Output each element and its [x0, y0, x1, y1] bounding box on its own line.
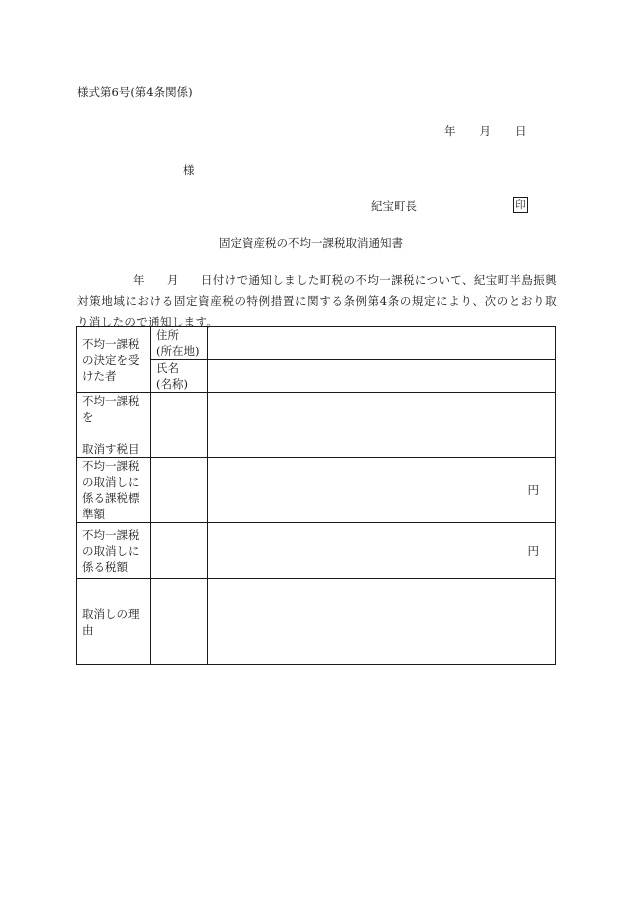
name-field[interactable]: [208, 360, 556, 393]
name-note: (名称): [156, 377, 188, 391]
date-year: 年: [444, 124, 456, 138]
notice-table: [76, 326, 556, 665]
standard-label: 不均一課税の取消しに係る課税標準額: [77, 458, 151, 523]
table-row: [77, 327, 556, 360]
tax-amount-unit: 円: [527, 543, 539, 558]
body-paragraph: [77, 270, 557, 333]
issuer: 紀宝町長: [371, 199, 417, 213]
standard-unit: 円: [527, 483, 539, 497]
tax-item-label-line2: 取消す税目: [82, 442, 140, 456]
subject-label: 不均一課税の決定を受けた者: [77, 327, 151, 393]
address-label-cell: [151, 327, 208, 360]
tax-amount-sub-field[interactable]: [151, 523, 208, 579]
seal-mark: 印: [513, 197, 528, 213]
table-row: [77, 579, 556, 665]
document-title: 固定資産税の不均一課税取消通知書: [219, 236, 403, 250]
table-row: [77, 393, 556, 458]
body-text: 日付けで通知しました町税の不均一課税について、紀宝町半島振興対策地域における固定資産税の特例措置に関する条例第4条の規定により、次のとおり取り消したので通知します。: [77, 273, 558, 329]
body-year: 年: [133, 273, 145, 287]
tax-item-label-line1: 不均一課税を: [82, 394, 140, 424]
date-day: 日: [515, 124, 527, 138]
tax-amount-label: 不均一課税の取消しに係る税額: [77, 523, 151, 579]
date-line: [444, 123, 527, 139]
name-label: 氏名: [156, 361, 179, 375]
tax-item-sub-field[interactable]: [151, 393, 208, 458]
form-number: 様式第6号(第4条関係): [77, 85, 193, 99]
standard-sub-field[interactable]: [151, 458, 208, 523]
standard-amount-field[interactable]: [208, 458, 556, 523]
address-note: (所在地): [156, 344, 200, 358]
reason-sub-field[interactable]: [151, 579, 208, 665]
table-row: [77, 458, 556, 523]
reason-field[interactable]: [208, 579, 556, 665]
table-row: [77, 523, 556, 579]
address-label: 住所: [156, 328, 179, 342]
reason-label: 取消しの理由: [77, 579, 151, 665]
date-month: 月: [479, 124, 491, 138]
address-field[interactable]: [208, 327, 556, 360]
name-label-cell: [151, 360, 208, 393]
tax-item-field[interactable]: [208, 393, 556, 458]
addressee-suffix: 様: [183, 163, 195, 177]
body-month: 月: [166, 273, 179, 287]
tax-item-label: [77, 393, 151, 458]
tax-amount-field[interactable]: [208, 523, 556, 579]
